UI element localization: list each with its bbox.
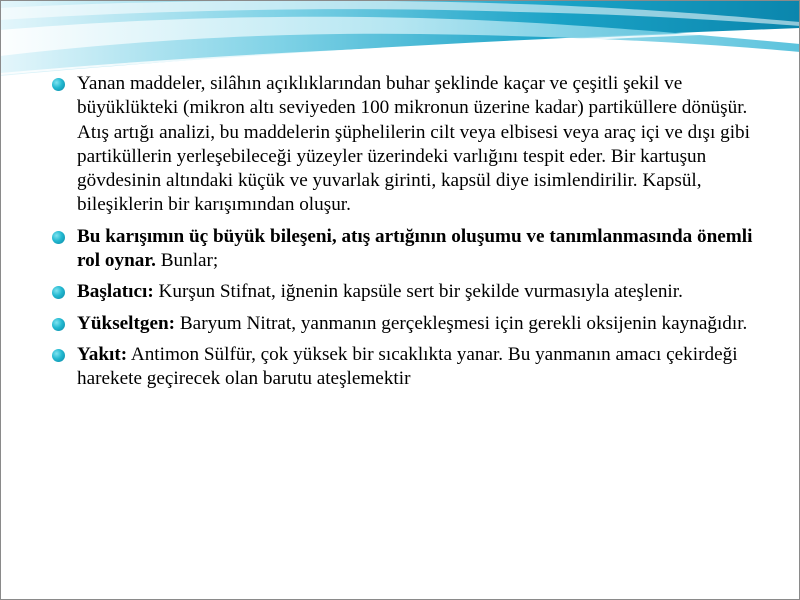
bullet-text-1: Yanan maddeler, silâhın açıklıklarından buhar şeklinde kaçar ve çeşitli şekil ve büyüklükteki (mikron altı seviyeden 100 mikronun üzerine kadar) partiküllere dönüşür. Atış artığı analizi, bu maddelerin şüphelilerin cilt veya elbisesi veya araç içi ve dışı gibi partiküllerin yerleşebileceği yüzeyler üzerindeki varlığını tespit eder. Bir kartuşun gövdesinin altındaki küçük ve yuvarlak girinti, kapsül diye isimlendirilir. Kapsül, bileşiklerin bir karışımından oluşur. <box>77 73 750 216</box>
bullet-bold-5: Yakıt: <box>77 343 128 365</box>
bullet-text-3: Kurşun Stifnat, iğnenin kapsüle sert bir şekilde vurmasıyla ateşlenir. <box>153 281 683 303</box>
bullet-dot-icon <box>52 286 65 299</box>
bullet-dot-icon <box>52 78 65 91</box>
bullet-item-5 <box>52 343 764 392</box>
bullet-text-2: Bunlar; <box>155 250 219 272</box>
bullet-dot-icon <box>52 318 65 331</box>
bullet-item-1 <box>52 72 764 218</box>
bullet-text-4: Baryum Nitrat, yanmanın gerçekleşmesi için gerekli oksijenin kaynağıdır. <box>175 312 748 334</box>
bullet-bold-2: Bu karışımın üç büyük bileşeni, atış artığının oluşumu ve tanımlanmasında önemli rol oynar. <box>77 225 753 272</box>
bullet-item-2 <box>52 225 764 274</box>
slide-body <box>52 72 764 399</box>
bullet-item-3 <box>52 280 764 304</box>
bullet-dot-icon <box>52 231 65 244</box>
bullet-bold-3: Başlatıcı: <box>77 281 154 303</box>
bullet-item-4 <box>52 312 764 336</box>
bullet-dot-icon <box>52 349 65 362</box>
bullet-text-5: Antimon Sülfür, çok yüksek bir sıcaklıkta yanar. Bu yanmanın amacı çekirdeği harekete geçirecek olan barutu ateşlemektir <box>77 343 738 390</box>
bullet-bold-4: Yükseltgen: <box>77 312 176 334</box>
header-wave-decoration <box>0 0 800 80</box>
